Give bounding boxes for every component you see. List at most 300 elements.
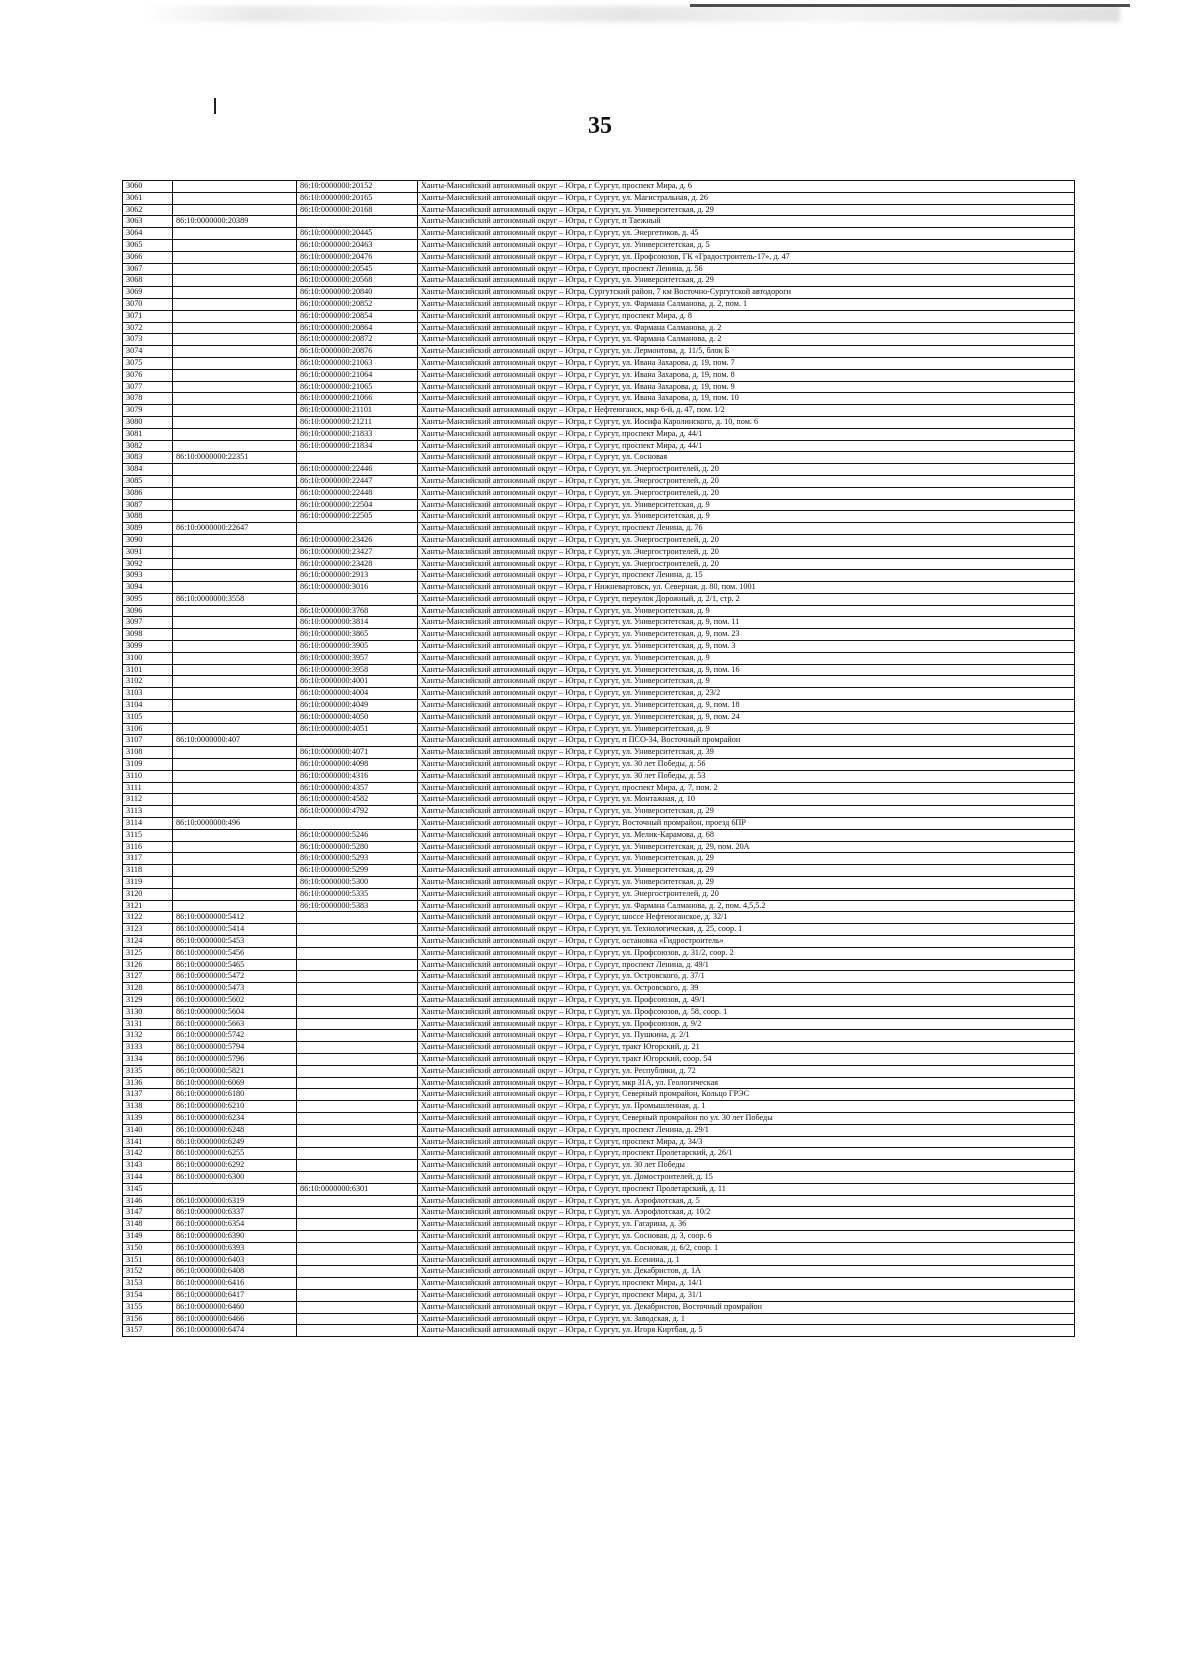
table-row <box>123 1148 1075 1160</box>
address: Ханты-Мансийский автономный округ – Югра, г Сургут, тракт Югорский, д. 21 <box>418 1042 1075 1054</box>
cadastral-number-parcel <box>173 865 297 877</box>
cadastral-number-parcel <box>173 794 297 806</box>
cadastral-number-parcel <box>173 829 297 841</box>
cadastral-number-object: 86:10:0000000:20568 <box>297 275 418 287</box>
cadastral-number-object: 86:10:0000000:22504 <box>297 499 418 511</box>
cadastral-number-object <box>297 1325 418 1337</box>
cadastral-number-object: 86:10:0000000:4071 <box>297 747 418 759</box>
table-row <box>123 1006 1075 1018</box>
row-number: 3060 <box>123 181 173 193</box>
table-row <box>123 1077 1075 1089</box>
row-number: 3150 <box>123 1242 173 1254</box>
cadastral-number-parcel: 86:10:0000000:5473 <box>173 983 297 995</box>
cadastral-number-object <box>297 1242 418 1254</box>
address: Ханты-Мансийский автономный округ – Югра, г Сургут, ул. Университетская, д. 29, пом. 20А <box>418 841 1075 853</box>
address: Ханты-Мансийский автономный округ – Югра, г Сургут, ул. Энергостроителей, д. 20 <box>418 487 1075 499</box>
table-row <box>123 853 1075 865</box>
row-number: 3083 <box>123 452 173 464</box>
table-row <box>123 416 1075 428</box>
table-row <box>123 546 1075 558</box>
table-row <box>123 1219 1075 1231</box>
cadastral-number-object: 86:10:0000000:21834 <box>297 440 418 452</box>
cadastral-number-object <box>297 1148 418 1160</box>
address: Ханты-Мансийский автономный округ – Югра, г Сургут, ул. Мелик-Карамова, д. 68 <box>418 829 1075 841</box>
row-number: 3139 <box>123 1112 173 1124</box>
cadastral-number-object <box>297 1042 418 1054</box>
cadastral-number-parcel: 86:10:0000000:5472 <box>173 971 297 983</box>
table-row <box>123 511 1075 523</box>
cadastral-number-object <box>297 1313 418 1325</box>
cadastral-number-parcel <box>173 652 297 664</box>
cadastral-number-parcel <box>173 487 297 499</box>
row-number: 3145 <box>123 1183 173 1195</box>
row-number: 3157 <box>123 1325 173 1337</box>
table-row <box>123 1053 1075 1065</box>
table-row <box>123 181 1075 193</box>
cadastral-number-parcel <box>173 228 297 240</box>
row-number: 3148 <box>123 1219 173 1231</box>
row-number: 3125 <box>123 947 173 959</box>
address: Ханты-Мансийский автономный округ – Югра, г Сургут, ул. Магистральная, д. 26 <box>418 192 1075 204</box>
address: Ханты-Мансийский автономный округ – Югра, г Сургут, п ПСО-34, Восточный промрайон <box>418 735 1075 747</box>
cadastral-number-parcel: 86:10:0000000:6416 <box>173 1278 297 1290</box>
cadastral-number-parcel <box>173 287 297 299</box>
address: Ханты-Мансийский автономный округ – Югра, г Сургут, ул. Аэрофлотская, д. 5 <box>418 1195 1075 1207</box>
address: Ханты-Мансийский автономный округ – Югра, г Сургут, проспект Мира, д. 44/1 <box>418 428 1075 440</box>
cadastral-number-parcel: 86:10:0000000:6248 <box>173 1124 297 1136</box>
table-row <box>123 1160 1075 1172</box>
cadastral-number-object: 86:10:0000000:20864 <box>297 322 418 334</box>
address: Ханты-Мансийский автономный округ – Югра, г Сургут, проспект Мира, д. 14/1 <box>418 1278 1075 1290</box>
row-number: 3064 <box>123 228 173 240</box>
table-row <box>123 818 1075 830</box>
cadastral-number-parcel <box>173 877 297 889</box>
cadastral-number-parcel: 86:10:0000000:22351 <box>173 452 297 464</box>
row-number: 3093 <box>123 570 173 582</box>
table-row <box>123 652 1075 664</box>
address: Ханты-Мансийский автономный округ – Югра, г Нижневартовск, ул. Северная, д. 80, пом. 1001 <box>418 582 1075 594</box>
cadastral-number-parcel <box>173 759 297 771</box>
address: Ханты-Мансийский автономный округ – Югра, г Сургут, ул. Университетская, д. 9, пом. 24 <box>418 711 1075 723</box>
table-row <box>123 770 1075 782</box>
cadastral-number-object <box>297 1230 418 1242</box>
row-number: 3140 <box>123 1124 173 1136</box>
address: Ханты-Мансийский автономный округ – Югра, Сургутский район, 7 км Восточно-Сургутской автодороги <box>418 287 1075 299</box>
cadastral-number-parcel <box>173 192 297 204</box>
table-row <box>123 735 1075 747</box>
row-number: 3071 <box>123 310 173 322</box>
cadastral-number-object <box>297 1136 418 1148</box>
row-number: 3110 <box>123 770 173 782</box>
table-row <box>123 865 1075 877</box>
address: Ханты-Мансийский автономный округ – Югра, г Сургут, ул. Промышленная, д. 1 <box>418 1101 1075 1113</box>
table-row <box>123 747 1075 759</box>
row-number: 3091 <box>123 546 173 558</box>
table-row <box>123 582 1075 594</box>
row-number: 3086 <box>123 487 173 499</box>
row-number: 3133 <box>123 1042 173 1054</box>
row-number: 3100 <box>123 652 173 664</box>
table-row <box>123 1313 1075 1325</box>
cadastral-number-parcel: 86:10:0000000:3558 <box>173 593 297 605</box>
address: Ханты-Мансийский автономный округ – Югра, г Нефтеюганск, мкр 6-й, д. 47, пом. 1/2 <box>418 405 1075 417</box>
row-number: 3061 <box>123 192 173 204</box>
cadastral-number-parcel <box>173 475 297 487</box>
address: Ханты-Мансийский автономный округ – Югра, г Сургут, мкр 31А, ул. Геологическая <box>418 1077 1075 1089</box>
row-number: 3066 <box>123 251 173 263</box>
cadastral-number-object <box>297 593 418 605</box>
address: Ханты-Мансийский автономный округ – Югра, г Сургут, Северный промрайон по ул. 30 лет Победы <box>418 1112 1075 1124</box>
row-number: 3112 <box>123 794 173 806</box>
cadastral-number-parcel: 86:10:0000000:5453 <box>173 936 297 948</box>
table-row <box>123 971 1075 983</box>
cadastral-number-parcel <box>173 582 297 594</box>
row-number: 3132 <box>123 1030 173 1042</box>
address: Ханты-Мансийский автономный округ – Югра, г Сургут, ул. Университетская, д. 23/2 <box>418 688 1075 700</box>
cadastral-number-object: 86:10:0000000:4316 <box>297 770 418 782</box>
cadastral-number-object: 86:10:0000000:3016 <box>297 582 418 594</box>
row-number: 3072 <box>123 322 173 334</box>
address: Ханты-Мансийский автономный округ – Югра, г Сургут, Восточный промрайон, проезд 6ПР <box>418 818 1075 830</box>
table-row <box>123 1018 1075 1030</box>
table-row <box>123 263 1075 275</box>
address: Ханты-Мансийский автономный округ – Югра, г Сургут, ул. Монтажная, д. 10 <box>418 794 1075 806</box>
table-row <box>123 239 1075 251</box>
table-row <box>123 617 1075 629</box>
row-number: 3115 <box>123 829 173 841</box>
cadastral-number-parcel: 86:10:0000000:5794 <box>173 1042 297 1054</box>
cadastral-number-object <box>297 1207 418 1219</box>
table-row <box>123 369 1075 381</box>
table-row <box>123 1065 1075 1077</box>
address: Ханты-Мансийский автономный округ – Югра, г Сургут, проспект Мира, д. 6 <box>418 181 1075 193</box>
address: Ханты-Мансийский автономный округ – Югра, г Сургут, ул. Профсоюзов, д. 9/2 <box>418 1018 1075 1030</box>
cadastral-number-object: 86:10:0000000:3957 <box>297 652 418 664</box>
cadastral-number-object: 86:10:0000000:5383 <box>297 900 418 912</box>
row-number: 3078 <box>123 393 173 405</box>
row-number: 3116 <box>123 841 173 853</box>
cadastral-number-object: 86:10:0000000:20152 <box>297 181 418 193</box>
scan-artifact <box>140 6 1120 22</box>
cadastral-number-parcel <box>173 440 297 452</box>
address: Ханты-Мансийский автономный округ – Югра, г Сургут, ул. Островского, д. 39 <box>418 983 1075 995</box>
cadastral-number-parcel: 86:10:0000000:496 <box>173 818 297 830</box>
table-row <box>123 1195 1075 1207</box>
row-number: 3138 <box>123 1101 173 1113</box>
cadastral-number-parcel: 86:10:0000000:20389 <box>173 216 297 228</box>
cadastral-number-object <box>297 1160 418 1172</box>
cadastral-number-parcel: 86:10:0000000:6408 <box>173 1266 297 1278</box>
row-number: 3097 <box>123 617 173 629</box>
address: Ханты-Мансийский автономный округ – Югра, г Сургут, ул. Ивана Захарова, д. 19, пом. 10 <box>418 393 1075 405</box>
table-row <box>123 700 1075 712</box>
cadastral-number-object <box>297 971 418 983</box>
address: Ханты-Мансийский автономный округ – Югра, г Сургут, ул. Энергостроителей, д. 20 <box>418 464 1075 476</box>
cadastral-number-object <box>297 1171 418 1183</box>
table-row <box>123 759 1075 771</box>
cadastral-number-object: 86:10:0000000:20852 <box>297 298 418 310</box>
table-row <box>123 936 1075 948</box>
cadastral-number-parcel <box>173 298 297 310</box>
address: Ханты-Мансийский автономный округ – Югра, г Сургут, ул. Аэрофлотская, д. 10/2 <box>418 1207 1075 1219</box>
cadastral-number-object: 86:10:0000000:20876 <box>297 346 418 358</box>
cadastral-number-object <box>297 936 418 948</box>
cadastral-number-parcel <box>173 711 297 723</box>
table-row <box>123 405 1075 417</box>
table-row <box>123 534 1075 546</box>
cadastral-number-parcel: 86:10:0000000:6337 <box>173 1207 297 1219</box>
margin-mark <box>214 98 216 114</box>
cadastral-number-parcel <box>173 381 297 393</box>
table-row <box>123 1289 1075 1301</box>
table-row <box>123 393 1075 405</box>
cadastral-number-parcel <box>173 806 297 818</box>
address: Ханты-Мансийский автономный округ – Югра, г Сургут, п Таежный <box>418 216 1075 228</box>
cadastral-number-object <box>297 1006 418 1018</box>
row-number: 3073 <box>123 334 173 346</box>
cadastral-number-parcel: 86:10:0000000:6319 <box>173 1195 297 1207</box>
cadastral-number-object: 86:10:0000000:21063 <box>297 357 418 369</box>
row-number: 3146 <box>123 1195 173 1207</box>
cadastral-number-object: 86:10:0000000:5335 <box>297 888 418 900</box>
cadastral-number-parcel <box>173 1183 297 1195</box>
cadastral-number-parcel: 86:10:0000000:6393 <box>173 1242 297 1254</box>
cadastral-number-parcel: 86:10:0000000:5602 <box>173 994 297 1006</box>
address: Ханты-Мансийский автономный округ – Югра, г Сургут, ул. Университетская, д. 29 <box>418 877 1075 889</box>
cadastral-number-object: 86:10:0000000:20840 <box>297 287 418 299</box>
register-body <box>123 181 1075 1337</box>
cadastral-number-object: 86:10:0000000:3814 <box>297 617 418 629</box>
cadastral-number-object: 86:10:0000000:22505 <box>297 511 418 523</box>
cadastral-number-parcel <box>173 700 297 712</box>
row-number: 3114 <box>123 818 173 830</box>
cadastral-number-object <box>297 1053 418 1065</box>
row-number: 3096 <box>123 605 173 617</box>
table-row <box>123 310 1075 322</box>
cadastral-number-object: 86:10:0000000:4098 <box>297 759 418 771</box>
table-row <box>123 1242 1075 1254</box>
address: Ханты-Мансийский автономный округ – Югра, г Сургут, ул. Университетская, д. 9 <box>418 499 1075 511</box>
row-number: 3099 <box>123 641 173 653</box>
address: Ханты-Мансийский автономный округ – Югра, г Сургут, ул. Профсоюзов, д. 58, соор. 1 <box>418 1006 1075 1018</box>
table-row <box>123 888 1075 900</box>
cadastral-number-object <box>297 1089 418 1101</box>
table-row <box>123 782 1075 794</box>
address: Ханты-Мансийский автономный округ – Югра, г Сургут, ул. Пушкина, д. 2/1 <box>418 1030 1075 1042</box>
row-number: 3127 <box>123 971 173 983</box>
address: Ханты-Мансийский автономный округ – Югра, г Сургут, ул. Лермонтова, д. 11/5, блок Б <box>418 346 1075 358</box>
address: Ханты-Мансийский автономный округ – Югра, г Сургут, ул. Домостроителей, д. 15 <box>418 1171 1075 1183</box>
register-table <box>122 180 1075 1337</box>
address: Ханты-Мансийский автономный округ – Югра, г Сургут, ул. Университетская, д. 29 <box>418 275 1075 287</box>
row-number: 3075 <box>123 357 173 369</box>
cadastral-number-parcel <box>173 357 297 369</box>
row-number: 3128 <box>123 983 173 995</box>
cadastral-number-object <box>297 1065 418 1077</box>
row-number: 3107 <box>123 735 173 747</box>
cadastral-number-object: 86:10:0000000:4004 <box>297 688 418 700</box>
cadastral-number-parcel <box>173 263 297 275</box>
cadastral-number-parcel: 86:10:0000000:5414 <box>173 924 297 936</box>
cadastral-number-parcel: 86:10:0000000:6474 <box>173 1325 297 1337</box>
table-row <box>123 664 1075 676</box>
cadastral-number-parcel: 86:10:0000000:407 <box>173 735 297 747</box>
cadastral-number-object <box>297 1195 418 1207</box>
row-number: 3090 <box>123 534 173 546</box>
address: Ханты-Мансийский автономный округ – Югра, г Сургут, ул. Ивана Захарова, д. 19, пом. 8 <box>418 369 1075 381</box>
cadastral-number-parcel: 86:10:0000000:5663 <box>173 1018 297 1030</box>
table-row <box>123 381 1075 393</box>
table-row <box>123 593 1075 605</box>
address: Ханты-Мансийский автономный округ – Югра, г Сургут, проспект Ленина, д. 49/1 <box>418 959 1075 971</box>
table-row <box>123 251 1075 263</box>
cadastral-number-parcel: 86:10:0000000:5821 <box>173 1065 297 1077</box>
table-row <box>123 487 1075 499</box>
cadastral-number-parcel <box>173 405 297 417</box>
address: Ханты-Мансийский автономный округ – Югра, г Сургут, ул. Есенина, д. 1 <box>418 1254 1075 1266</box>
address: Ханты-Мансийский автономный округ – Югра, г Сургут, ул. Университетская, д. 39 <box>418 747 1075 759</box>
address: Ханты-Мансийский автономный округ – Югра, г Сургут, ул. Университетская, д. 9, пом. 16 <box>418 664 1075 676</box>
table-row <box>123 1171 1075 1183</box>
row-number: 3080 <box>123 416 173 428</box>
address: Ханты-Мансийский автономный округ – Югра, г Сургут, Северный промрайон, Кольцо ГРЭС <box>418 1089 1075 1101</box>
row-number: 3079 <box>123 405 173 417</box>
cadastral-number-parcel <box>173 393 297 405</box>
row-number: 3152 <box>123 1266 173 1278</box>
row-number: 3143 <box>123 1160 173 1172</box>
cadastral-number-object <box>297 452 418 464</box>
cadastral-number-parcel: 86:10:0000000:6466 <box>173 1313 297 1325</box>
table-row <box>123 676 1075 688</box>
cadastral-number-object <box>297 1124 418 1136</box>
cadastral-number-parcel <box>173 900 297 912</box>
table-row <box>123 1207 1075 1219</box>
table-row <box>123 346 1075 358</box>
cadastral-number-parcel: 86:10:0000000:22647 <box>173 523 297 535</box>
row-number: 3108 <box>123 747 173 759</box>
cadastral-number-parcel: 86:10:0000000:5604 <box>173 1006 297 1018</box>
table-row <box>123 428 1075 440</box>
cadastral-number-object: 86:10:0000000:4050 <box>297 711 418 723</box>
cadastral-number-object: 86:10:0000000:4049 <box>297 700 418 712</box>
cadastral-number-object: 86:10:0000000:4051 <box>297 723 418 735</box>
cadastral-number-object <box>297 994 418 1006</box>
address: Ханты-Мансийский автономный округ – Югра, г Сургут, ул. Ивана Захарова, д. 19, пом. 9 <box>418 381 1075 393</box>
cadastral-number-object: 86:10:0000000:23428 <box>297 558 418 570</box>
cadastral-number-object: 86:10:0000000:20476 <box>297 251 418 263</box>
address: Ханты-Мансийский автономный округ – Югра, г Сургут, проспект Ленина, д. 56 <box>418 263 1075 275</box>
table-row <box>123 900 1075 912</box>
cadastral-number-parcel <box>173 499 297 511</box>
cadastral-number-parcel: 86:10:0000000:5412 <box>173 912 297 924</box>
row-number: 3126 <box>123 959 173 971</box>
row-number: 3077 <box>123 381 173 393</box>
table-row <box>123 723 1075 735</box>
cadastral-number-object: 86:10:0000000:5299 <box>297 865 418 877</box>
row-number: 3117 <box>123 853 173 865</box>
table-row <box>123 1030 1075 1042</box>
row-number: 3129 <box>123 994 173 1006</box>
table-row <box>123 1301 1075 1313</box>
cadastral-number-object: 86:10:0000000:22446 <box>297 464 418 476</box>
cadastral-number-parcel <box>173 853 297 865</box>
cadastral-number-parcel <box>173 546 297 558</box>
cadastral-number-object: 86:10:0000000:21065 <box>297 381 418 393</box>
table-row <box>123 357 1075 369</box>
table-row <box>123 641 1075 653</box>
row-number: 3119 <box>123 877 173 889</box>
table-row <box>123 322 1075 334</box>
address: Ханты-Мансийский автономный округ – Югра, г Сургут, ул. 30 лет Победы <box>418 1160 1075 1172</box>
table-row <box>123 275 1075 287</box>
cadastral-number-parcel: 86:10:0000000:6069 <box>173 1077 297 1089</box>
cadastral-number-object: 86:10:0000000:23426 <box>297 534 418 546</box>
table-row <box>123 1230 1075 1242</box>
cadastral-number-parcel <box>173 770 297 782</box>
cadastral-number-object: 86:10:0000000:3768 <box>297 605 418 617</box>
row-number: 3067 <box>123 263 173 275</box>
cadastral-number-parcel: 86:10:0000000:6390 <box>173 1230 297 1242</box>
row-number: 3092 <box>123 558 173 570</box>
address: Ханты-Мансийский автономный округ – Югра, г Сургут, шоссе Нефтеюганское, д. 32/1 <box>418 912 1075 924</box>
table-row <box>123 829 1075 841</box>
cadastral-number-object <box>297 1254 418 1266</box>
address: Ханты-Мансийский автономный округ – Югра, г Сургут, ул. Декабристов, Восточный промрайон <box>418 1301 1075 1313</box>
cadastral-number-parcel <box>173 641 297 653</box>
row-number: 3109 <box>123 759 173 771</box>
address: Ханты-Мансийский автономный округ – Югра, г Сургут, ул. Университетская, д. 9, пом. 18 <box>418 700 1075 712</box>
address: Ханты-Мансийский автономный округ – Югра, г Сургут, ул. Университетская, д. 9, пом. 11 <box>418 617 1075 629</box>
address: Ханты-Мансийский автономный округ – Югра, г Сургут, ул. Университетская, д. 9 <box>418 723 1075 735</box>
row-number: 3104 <box>123 700 173 712</box>
cadastral-number-parcel <box>173 558 297 570</box>
cadastral-number-object: 86:10:0000000:20872 <box>297 334 418 346</box>
cadastral-number-parcel <box>173 464 297 476</box>
cadastral-number-object: 86:10:0000000:21211 <box>297 416 418 428</box>
address: Ханты-Мансийский автономный округ – Югра, г Сургут, ул. Республики, д. 72 <box>418 1065 1075 1077</box>
cadastral-number-parcel <box>173 888 297 900</box>
address: Ханты-Мансийский автономный округ – Югра, г Сургут, ул. Университетская, д. 9, пом. 23 <box>418 629 1075 641</box>
row-number: 3095 <box>123 593 173 605</box>
row-number: 3068 <box>123 275 173 287</box>
row-number: 3123 <box>123 924 173 936</box>
address: Ханты-Мансийский автономный округ – Югра, г Сургут, ул. Университетская, д. 29 <box>418 204 1075 216</box>
table-row <box>123 1089 1075 1101</box>
address: Ханты-Мансийский автономный округ – Югра, г Сургут, ул. Энергостроителей, д. 20 <box>418 888 1075 900</box>
table-row <box>123 983 1075 995</box>
cadastral-number-object: 86:10:0000000:20168 <box>297 204 418 216</box>
address: Ханты-Мансийский автономный округ – Югра, г Сургут, ул. Фармана Салманова, д. 2, пом. 1 <box>418 298 1075 310</box>
address: Ханты-Мансийский автономный округ – Югра, г Сургут, тракт Югорский, соор. 54 <box>418 1053 1075 1065</box>
cadastral-number-object <box>297 523 418 535</box>
cadastral-number-object <box>297 818 418 830</box>
address: Ханты-Мансийский автономный округ – Югра, г Сургут, ул. 30 лет Победы, д. 56 <box>418 759 1075 771</box>
row-number: 3141 <box>123 1136 173 1148</box>
cadastral-number-object: 86:10:0000000:23427 <box>297 546 418 558</box>
address: Ханты-Мансийский автономный округ – Югра, г Сургут, проспект Мира, д. 31/1 <box>418 1289 1075 1301</box>
row-number: 3070 <box>123 298 173 310</box>
row-number: 3065 <box>123 239 173 251</box>
address: Ханты-Мансийский автономный округ – Югра, г Сургут, проспект Мира, д. 7, пом. 2 <box>418 782 1075 794</box>
address: Ханты-Мансийский автономный округ – Югра, г Сургут, ул. Иосифа Каролинского, д. 10, пом. 6 <box>418 416 1075 428</box>
address: Ханты-Мансийский автономный округ – Югра, г Сургут, ул. Фармана Салманова, д. 2 <box>418 334 1075 346</box>
cadastral-number-object <box>297 1101 418 1113</box>
table-row <box>123 204 1075 216</box>
address: Ханты-Мансийский автономный округ – Югра, г Сургут, ул. Университетская, д. 9, пом. 3 <box>418 641 1075 653</box>
cadastral-number-object <box>297 1018 418 1030</box>
scan-edge-line <box>690 4 1130 7</box>
cadastral-number-parcel: 86:10:0000000:6249 <box>173 1136 297 1148</box>
